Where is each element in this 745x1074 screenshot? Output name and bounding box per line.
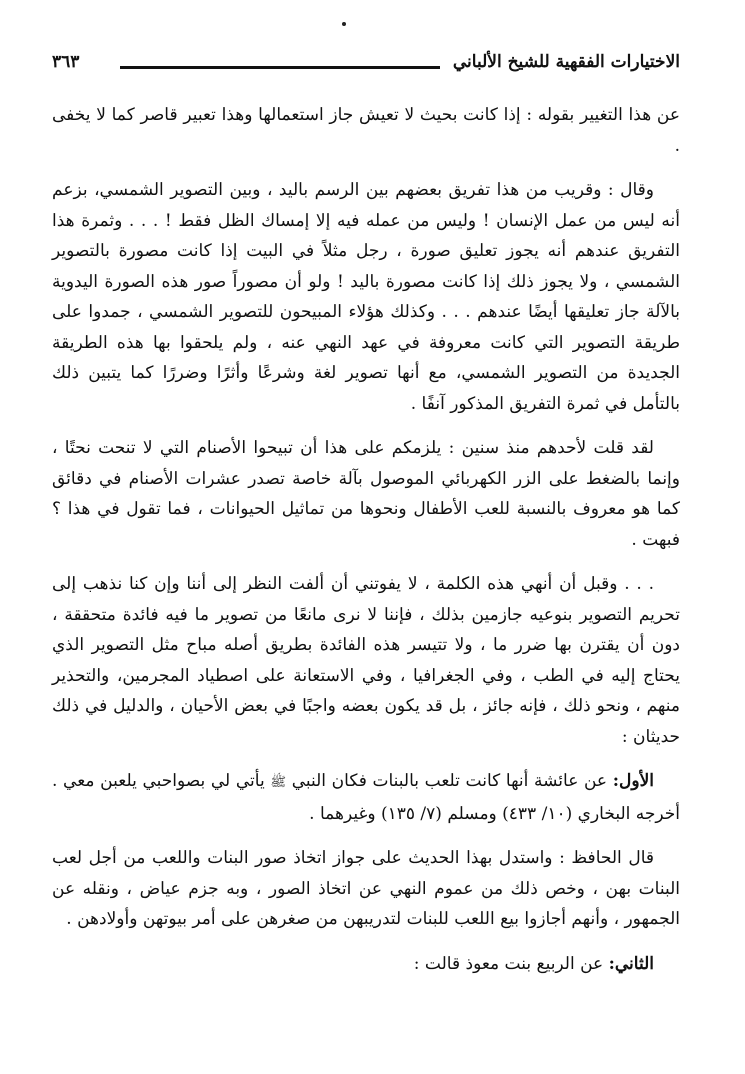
hadith-1-label: الأول: — [612, 771, 654, 791]
paragraph-7 — [52, 949, 680, 980]
page-number: ٣٦٣ — [52, 52, 80, 72]
paragraph-5 — [52, 766, 680, 829]
hadith-2-text: عن الربيع بنت معوذ قالت : — [413, 953, 609, 974]
paragraph-2: وقال : وقريب من هذا تفريق بعضهم بين الرسم باليد ، وبين التصوير الشمسي، بزعم أنه ليس من عمل الإنسان ! وليس من عمله فيه إلا إمساك الظل فقط ! . . . وثمرة هذا التفريق عندهم أنه يجوز تعليق صورة ، رجل مثلاً في البيت إذا كانت مصورة بالتصوير الشمسي ، ولا يجوز ذلك إذا كانت مصورة باليد ! ولو أن مصوراً صور هذه الصورة اليدوية بالآلة جاز تعليقها أيضًا عندهم . . . وكذلك هؤلاء المبيحون للتصوير الشمسي ، جمدوا على طريقة التصوير التي كانت معروفة في عهد النهي عنه ، ولم يلحقوا بها هذه الطريقة الجديدة من التصوير الشمسي، مع أنها تصوير لغة وشرعًا وأثرًا وضررًا كما يتبين ذلك بالتأمل في ثمرة التفريق المذكور آنفًا . — [52, 180, 680, 414]
salla-glyph: ﷺ — [270, 775, 287, 790]
header-rule — [120, 66, 440, 69]
paragraph-3: لقد قلت لأحدهم منذ سنين : يلزمكم على هذا أن تبيحوا الأصنام التي لا تنحت نحتًا ، وإنما بالضغط على الزر الكهربائي الموصول بآلة خاصة تصدر عشرات الأصنام في دقائق كما هو معروف بالنسبة للعب الأطفال ونحوها من تماثيل الحيوانات ، فما تقول في هذا ؟ فبهت . — [52, 438, 680, 550]
top-mark — [342, 22, 346, 26]
hadith-1-text-b: يأتي لي بصواحبي يلعبن معي . أخرجه البخاري (١٠/ ٤٣٣) ومسلم (٧/ ١٣٥) وغيرهما . — [52, 771, 680, 824]
page-header — [52, 48, 680, 80]
hadith-1-text-a: عن عائشة أنها كانت تلعب بالبنات فكان النبي — [286, 771, 613, 791]
running-title: الاختيارات الفقهية للشيخ الألباني — [452, 52, 680, 72]
book-page — [52, 22, 680, 1062]
paragraph-4: . . . وقبل أن أنهي هذه الكلمة ، لا يفوتني أن ألفت النظر إلى أننا وإن كنا نذهب إلى تحريم التصوير بنوعيه جازمين بذلك ، فإننا لا نرى مانعًا من تصوير ما فيه فائدة متحققة ، دون أن يقترن بها ضرر ما ، ولا تتيسر هذه الفائدة بطريق أصله مباح مثل التصوير الذي يحتاج إليه في الطب ، وفي الجغرافيا ، وفي الاستعانة على اصطياد المجرمين، والتحذير منهم ، ونحو ذلك ، فإنه جائز ، بل قد يكون بعضه واجبًا في بعض الأحيان ، والدليل في ذلك حديثان : — [52, 574, 680, 747]
paragraph-1: عن هذا التغيير بقوله : إذا كانت بحيث لا تعيش جاز استعمالها وهذا تعبير قاصر كما لا يخفى . — [52, 105, 680, 156]
paragraph-6: قال الحافظ : واستدل بهذا الحديث على جواز اتخاذ صور البنات واللعب من أجل لعب البنات بهن ، وخص ذلك من عموم النهي عن اتخاذ الصور ، وبه جزم عياض ، ونقله عن الجمهور ، وأنهم أجازوا بيع اللعب للبنات لتدريبهن من صغرهن على أمر بيوتهن وأولادهن . — [52, 848, 680, 929]
hadith-2-label: الثاني: — [608, 953, 654, 974]
body-text — [52, 100, 680, 993]
